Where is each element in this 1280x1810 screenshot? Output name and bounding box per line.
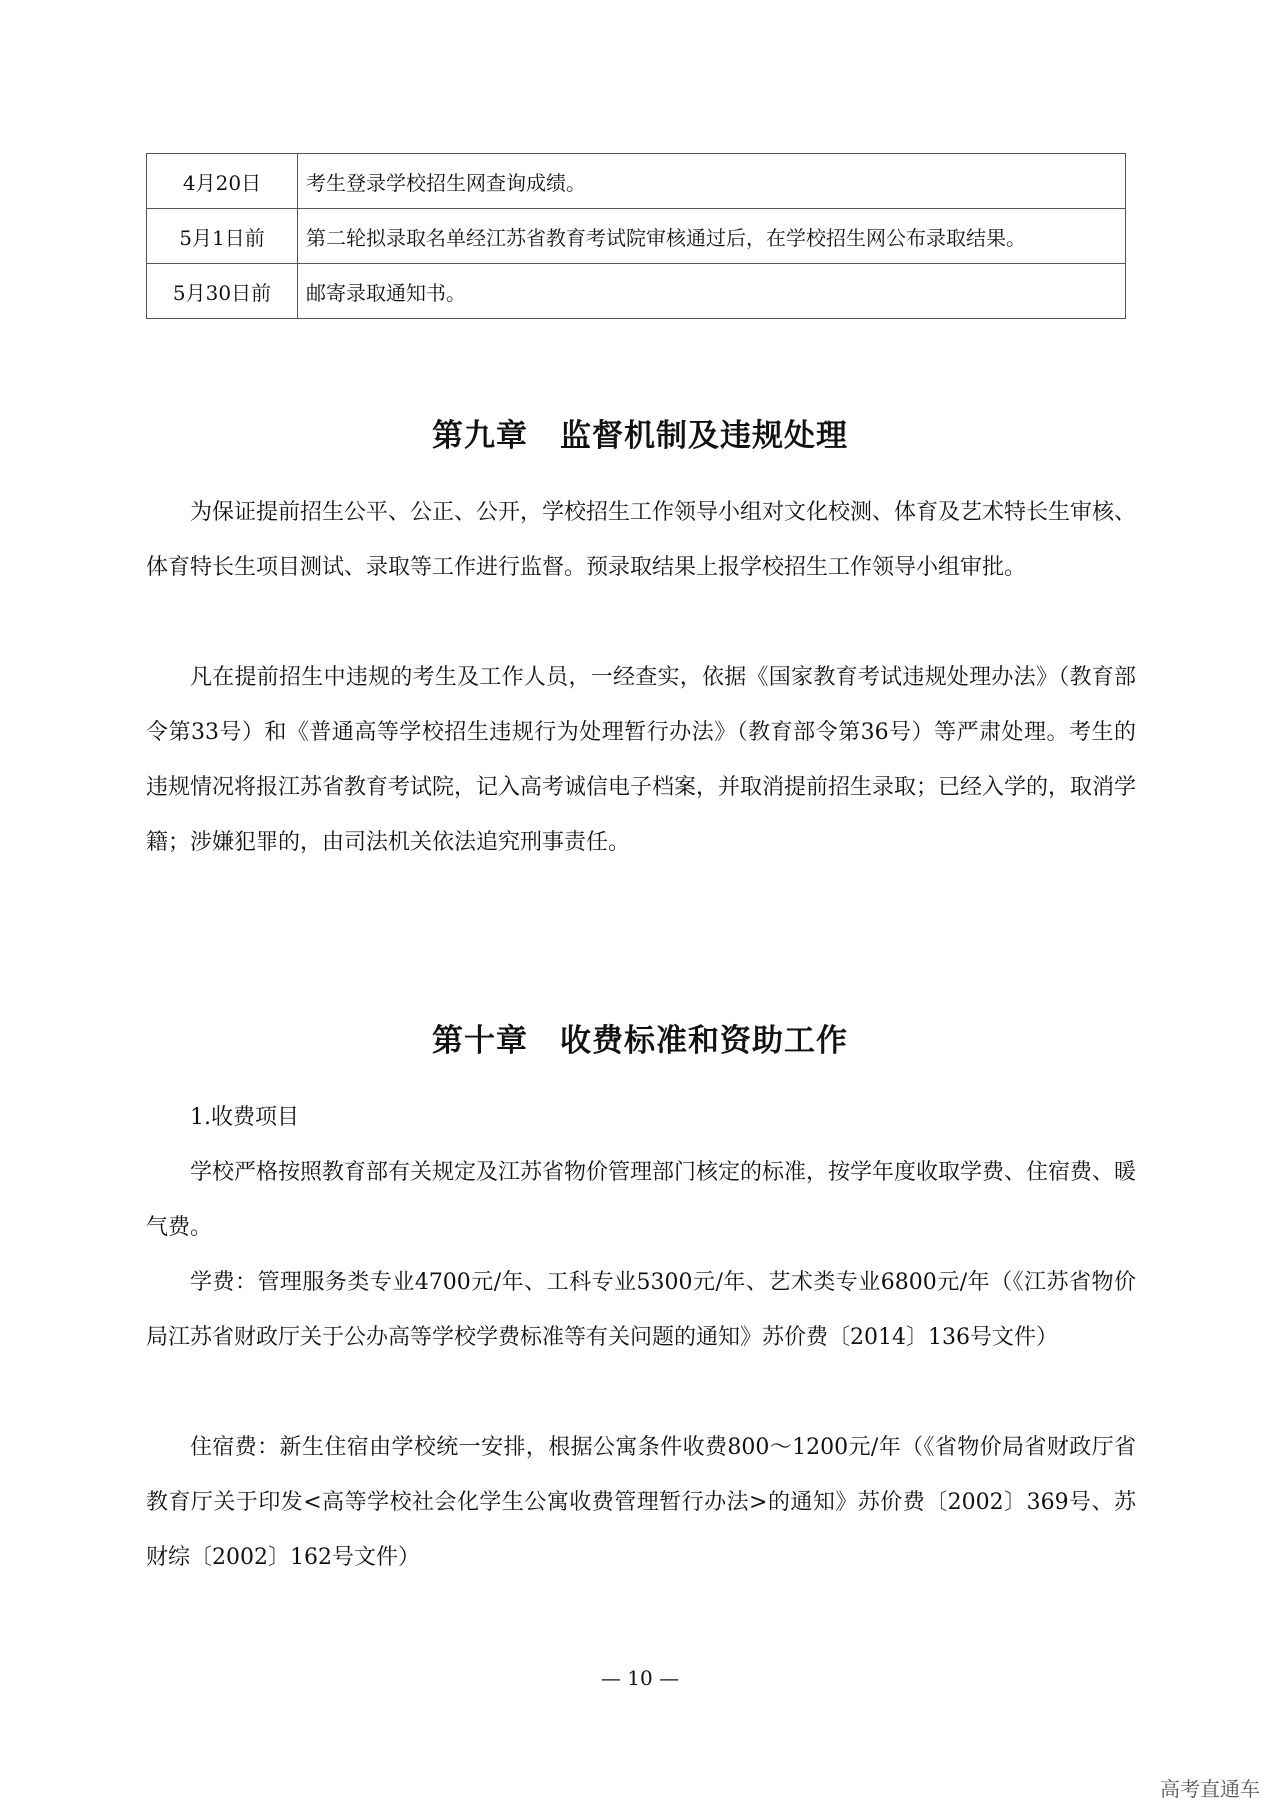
watermark: 高考直通车 xyxy=(1160,1777,1260,1801)
table-row xyxy=(147,264,1126,319)
chapter-9-title: 第九章 监督机制及违规处理 xyxy=(432,418,848,454)
chapter-9-paragraph-2: 凡在提前招生中违规的考生及工作人员，一经查实，依据《国家教育考试违规处理办法》（教育部令第33号）和《普通高等学校招生违规行为处理暂行办法》（教育部令第36号）等严肃处理。考生的违规情况将报江苏省教育考试院，记入高考诚信电子档案，并取消提前招生录取；已经入学的，取消学籍；涉嫌犯罪的，由司法机关依法追究刑事责任。 xyxy=(146,665,1137,855)
chapter-10-item-1: 1.收费项目 xyxy=(190,1105,299,1130)
chapter-10-paragraph-1: 学校严格按照教育部有关规定及江苏省物价管理部门核定的标准，按学年度收取学费、住宿费、暖气费。 xyxy=(146,1160,1137,1240)
chapter-10-lodging: 住宿费：新生住宿由学校统一安排，根据公寓条件收费800～1200元/年（《省物价局省财政厅省教育厅关于印发<高等学校社会化学生公寓收费管理暂行办法>的通知》苏价费〔2002〕369号、苏财综〔2002〕162号文件） xyxy=(146,1435,1136,1570)
event-cell: 考生登录学校招生网查询成绩。 xyxy=(298,154,1126,209)
schedule-table xyxy=(146,153,1126,319)
chapter-10-tuition: 学费：管理服务类专业4700元/年、工科专业5300元/年、艺术类专业6800元/年（《江苏省物价局江苏省财政厅关于公办高等学校学费标准等有关问题的通知》苏价费〔2014〕136号文件） xyxy=(146,1270,1136,1350)
date-cell: 5月1日前 xyxy=(147,209,298,264)
date-cell: 4月20日 xyxy=(147,154,298,209)
event-cell: 邮寄录取通知书。 xyxy=(298,264,1126,319)
date-cell: 5月30日前 xyxy=(147,264,298,319)
table-row xyxy=(147,154,1126,209)
chapter-9-paragraph-1: 为保证提前招生公平、公正、公开，学校招生工作领导小组对文化校测、体育及艺术特长生审核、体育特长生项目测试、录取等工作进行监督。预录取结果上报学校招生工作领导小组审批。 xyxy=(146,500,1137,580)
table-row xyxy=(147,209,1126,264)
chapter-10-title: 第十章 收费标准和资助工作 xyxy=(432,1023,848,1059)
page-number: — 10 — xyxy=(600,1666,680,1690)
event-cell: 第二轮拟录取名单经江苏省教育考试院审核通过后，在学校招生网公布录取结果。 xyxy=(298,209,1126,264)
